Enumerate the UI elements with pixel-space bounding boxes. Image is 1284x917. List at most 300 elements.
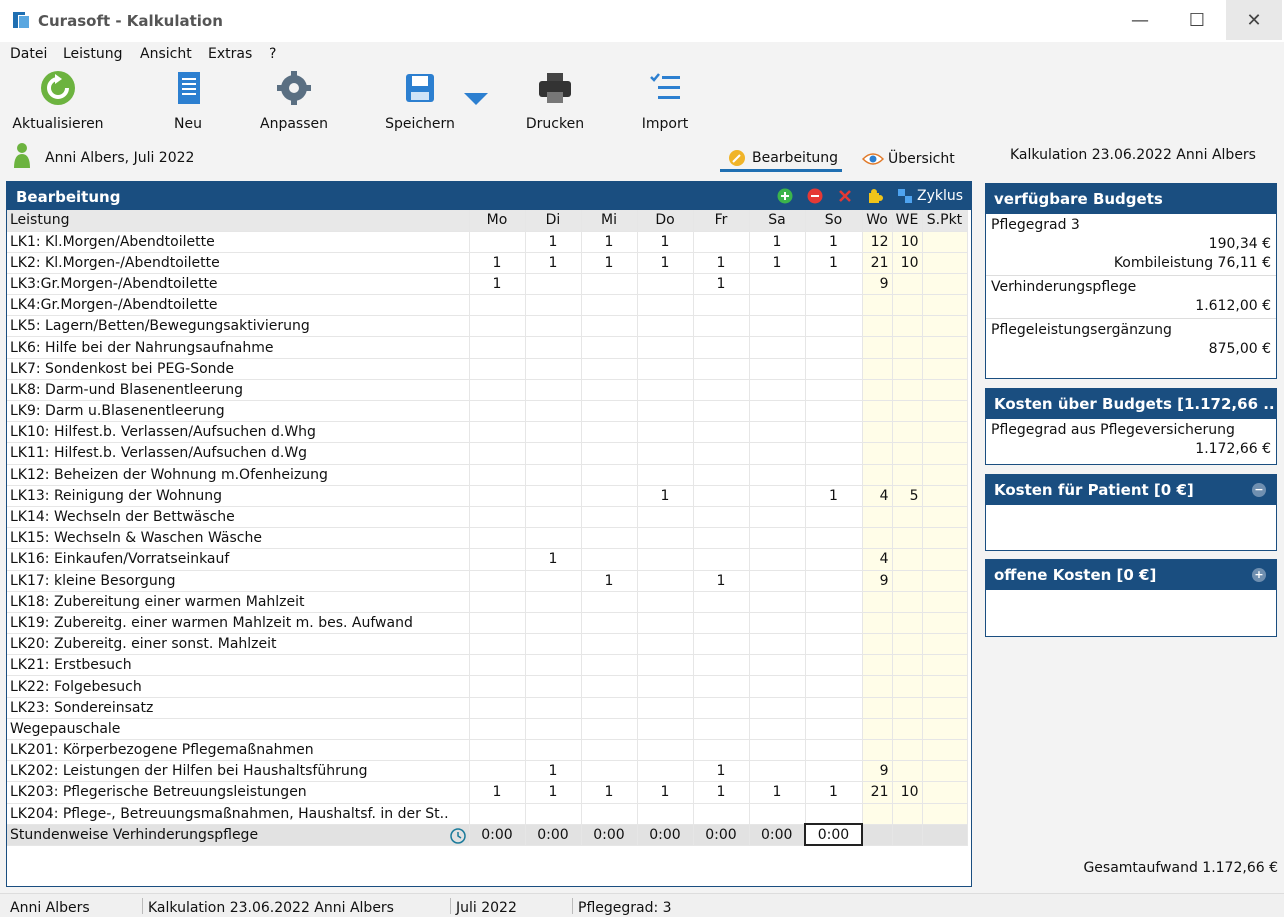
value-cell[interactable] (525, 443, 581, 464)
value-cell[interactable] (892, 443, 922, 464)
col-header[interactable]: Di (525, 210, 581, 231)
value-cell[interactable] (922, 401, 967, 422)
leistung-cell[interactable]: LK4:Gr.Morgen-/Abendtoilette (7, 295, 469, 316)
col-header[interactable]: Mi (581, 210, 637, 231)
leistung-cell[interactable]: LK2: Kl.Morgen-/Abendtoilette (7, 252, 469, 273)
value-cell[interactable]: 1 (525, 782, 581, 803)
leistung-cell[interactable]: LK8: Darm-und Blasenentleerung (7, 379, 469, 400)
value-cell[interactable] (749, 549, 805, 570)
col-header[interactable]: Fr (693, 210, 749, 231)
value-cell[interactable] (749, 612, 805, 633)
value-cell[interactable] (693, 379, 749, 400)
value-cell[interactable] (862, 634, 892, 655)
value-cell[interactable] (922, 422, 967, 443)
value-cell[interactable] (637, 295, 693, 316)
value-cell[interactable] (749, 358, 805, 379)
value-cell[interactable] (581, 528, 637, 549)
value-cell[interactable] (805, 740, 862, 761)
value-cell[interactable] (525, 570, 581, 591)
table-row[interactable] (7, 401, 967, 422)
value-cell[interactable] (581, 358, 637, 379)
leistung-cell[interactable]: LK9: Darm u.Blasenentleerung (7, 401, 469, 422)
value-cell[interactable] (637, 316, 693, 337)
value-cell[interactable] (892, 464, 922, 485)
value-cell[interactable] (581, 316, 637, 337)
value-cell[interactable] (525, 379, 581, 400)
value-cell[interactable]: 1 (469, 782, 525, 803)
value-cell[interactable] (892, 676, 922, 697)
value-cell[interactable] (525, 401, 581, 422)
value-cell[interactable] (892, 528, 922, 549)
value-cell[interactable] (892, 316, 922, 337)
value-cell[interactable] (749, 422, 805, 443)
value-cell[interactable] (749, 295, 805, 316)
value-cell[interactable]: 21 (862, 252, 892, 273)
value-cell[interactable] (749, 655, 805, 676)
value-cell[interactable] (581, 379, 637, 400)
value-cell[interactable] (862, 401, 892, 422)
value-cell[interactable]: 1 (637, 782, 693, 803)
value-cell[interactable] (693, 718, 749, 739)
value-cell[interactable] (469, 358, 525, 379)
value-cell[interactable] (892, 422, 922, 443)
value-cell[interactable] (922, 252, 967, 273)
value-cell[interactable] (469, 231, 525, 252)
value-cell[interactable] (469, 718, 525, 739)
value-cell[interactable] (862, 379, 892, 400)
delete-icon[interactable] (837, 188, 853, 204)
value-cell[interactable] (693, 422, 749, 443)
value-cell[interactable]: 9 (862, 273, 892, 294)
value-cell[interactable] (693, 740, 749, 761)
value-cell[interactable] (892, 634, 922, 655)
value-cell[interactable] (892, 803, 922, 824)
value-cell[interactable] (693, 358, 749, 379)
value-cell[interactable] (693, 443, 749, 464)
value-cell[interactable] (581, 655, 637, 676)
value-cell[interactable]: 1 (525, 252, 581, 273)
value-cell[interactable] (525, 528, 581, 549)
value-cell[interactable] (525, 718, 581, 739)
table-row[interactable] (7, 612, 967, 633)
value-cell[interactable] (922, 528, 967, 549)
value-cell[interactable]: 1 (581, 231, 637, 252)
leistung-cell[interactable]: LK12: Beheizen der Wohnung m.Ofenheizung (7, 464, 469, 485)
puzzle-icon[interactable] (867, 188, 883, 204)
value-cell[interactable]: 1 (581, 570, 637, 591)
value-cell[interactable] (581, 485, 637, 506)
value-cell[interactable] (581, 803, 637, 824)
value-cell[interactable] (469, 803, 525, 824)
value-cell[interactable] (637, 634, 693, 655)
value-cell[interactable] (749, 803, 805, 824)
value-cell[interactable] (805, 506, 862, 527)
value-cell[interactable] (693, 337, 749, 358)
value-cell[interactable]: 1 (525, 549, 581, 570)
value-cell[interactable] (525, 316, 581, 337)
table-row[interactable] (7, 697, 967, 718)
value-cell[interactable] (862, 316, 892, 337)
leistung-cell[interactable]: LK202: Leistungen der Hilfen bei Haushaltsführung (7, 761, 469, 782)
value-cell[interactable]: 4 (862, 485, 892, 506)
value-cell[interactable] (862, 337, 892, 358)
value-cell[interactable] (862, 740, 892, 761)
value-cell[interactable]: 12 (862, 231, 892, 252)
leistung-cell[interactable]: LK15: Wechseln & Waschen Wäsche (7, 528, 469, 549)
value-cell[interactable] (805, 401, 862, 422)
clock-icon[interactable] (450, 828, 466, 844)
value-cell[interactable] (749, 464, 805, 485)
table-row[interactable] (7, 422, 967, 443)
value-cell[interactable] (749, 316, 805, 337)
value-cell[interactable]: 1 (749, 782, 805, 803)
leistung-cell[interactable]: LK13: Reinigung der Wohnung (7, 485, 469, 506)
value-cell[interactable]: 1 (581, 252, 637, 273)
value-cell[interactable] (922, 634, 967, 655)
value-cell[interactable] (581, 761, 637, 782)
table-row[interactable] (7, 655, 967, 676)
value-cell[interactable]: 10 (892, 782, 922, 803)
new-button[interactable] (160, 68, 216, 138)
value-cell[interactable]: 21 (862, 782, 892, 803)
value-cell[interactable] (922, 443, 967, 464)
table-row[interactable] (7, 528, 967, 549)
table-row[interactable] (7, 549, 967, 570)
value-cell[interactable] (749, 697, 805, 718)
table-row[interactable] (7, 379, 967, 400)
menu-extras[interactable]: Extras (208, 46, 253, 62)
value-cell[interactable] (862, 464, 892, 485)
value-cell[interactable]: 1 (637, 252, 693, 273)
value-cell[interactable] (805, 655, 862, 676)
col-header[interactable]: Mo (469, 210, 525, 231)
menu-ansicht[interactable]: Ansicht (140, 46, 192, 62)
value-cell[interactable] (749, 337, 805, 358)
value-cell[interactable] (922, 740, 967, 761)
collapse-icon[interactable]: − (1252, 483, 1266, 497)
import-button[interactable] (636, 68, 694, 138)
value-cell[interactable] (581, 697, 637, 718)
value-cell[interactable] (805, 612, 862, 633)
value-cell[interactable] (922, 697, 967, 718)
leistung-cell[interactable]: LK5: Lagern/Betten/Bewegungsaktivierung (7, 316, 469, 337)
value-cell[interactable] (805, 761, 862, 782)
value-cell[interactable]: 1 (805, 485, 862, 506)
value-cell[interactable] (892, 761, 922, 782)
table-row[interactable] (7, 718, 967, 739)
value-cell[interactable] (749, 401, 805, 422)
value-cell[interactable] (469, 634, 525, 655)
value-cell[interactable]: 1 (525, 231, 581, 252)
value-cell[interactable]: 5 (892, 485, 922, 506)
value-cell[interactable] (749, 634, 805, 655)
value-cell[interactable] (525, 273, 581, 294)
value-cell[interactable]: 1 (693, 273, 749, 294)
value-cell[interactable] (693, 506, 749, 527)
value-cell[interactable] (922, 316, 967, 337)
table-row[interactable] (7, 337, 967, 358)
col-header[interactable]: S.Pkt (922, 210, 967, 231)
value-cell[interactable]: 1 (693, 570, 749, 591)
col-header[interactable]: Do (637, 210, 693, 231)
value-cell[interactable] (469, 761, 525, 782)
value-cell[interactable] (581, 676, 637, 697)
value-cell[interactable]: 1 (805, 252, 862, 273)
col-header[interactable]: WE (892, 210, 922, 231)
value-cell[interactable]: 10 (892, 231, 922, 252)
close-button[interactable]: ✕ (1226, 0, 1282, 40)
value-cell[interactable] (469, 528, 525, 549)
leistung-cell[interactable]: LK10: Hilfest.b. Verlassen/Aufsuchen d.Whg (7, 422, 469, 443)
customize-button[interactable] (252, 68, 336, 138)
leistung-cell[interactable]: LK203: Pflegerische Betreuungsleistungen (7, 782, 469, 803)
value-cell[interactable] (805, 634, 862, 655)
value-cell[interactable] (922, 295, 967, 316)
value-cell[interactable] (892, 401, 922, 422)
value-cell[interactable]: 10 (892, 252, 922, 273)
value-cell[interactable] (693, 549, 749, 570)
save-button[interactable] (380, 68, 460, 138)
value-cell[interactable] (469, 570, 525, 591)
value-cell[interactable] (637, 570, 693, 591)
value-cell[interactable]: 1 (525, 761, 581, 782)
value-cell[interactable] (749, 379, 805, 400)
value-cell[interactable]: 1 (637, 231, 693, 252)
value-cell[interactable] (637, 401, 693, 422)
value-cell[interactable] (922, 782, 967, 803)
value-cell[interactable] (749, 485, 805, 506)
value-cell[interactable] (581, 464, 637, 485)
value-cell[interactable] (749, 506, 805, 527)
value-cell[interactable] (805, 337, 862, 358)
value-cell[interactable] (693, 231, 749, 252)
leistung-cell[interactable]: LK1: Kl.Morgen/Abendtoilette (7, 231, 469, 252)
value-cell[interactable] (469, 295, 525, 316)
value-cell[interactable] (525, 591, 581, 612)
value-cell[interactable] (805, 273, 862, 294)
add-icon[interactable] (777, 188, 793, 204)
value-cell[interactable] (581, 401, 637, 422)
value-cell[interactable] (525, 740, 581, 761)
leistung-cell[interactable]: LK21: Erstbesuch (7, 655, 469, 676)
value-cell[interactable] (805, 379, 862, 400)
value-cell[interactable] (637, 612, 693, 633)
value-cell[interactable] (922, 485, 967, 506)
value-cell[interactable] (805, 464, 862, 485)
time-cell[interactable]: 0:00 (525, 824, 581, 845)
table-row[interactable] (7, 443, 967, 464)
value-cell[interactable] (805, 443, 862, 464)
value-cell[interactable] (892, 295, 922, 316)
value-cell[interactable] (525, 464, 581, 485)
value-cell[interactable] (693, 591, 749, 612)
remove-icon[interactable] (807, 188, 823, 204)
value-cell[interactable] (805, 591, 862, 612)
value-cell[interactable] (693, 295, 749, 316)
leistung-cell[interactable]: LK23: Sondereinsatz (7, 697, 469, 718)
leistung-cell[interactable]: LK201: Körperbezogene Pflegemaßnahmen (7, 740, 469, 761)
value-cell[interactable] (525, 422, 581, 443)
value-cell[interactable] (922, 718, 967, 739)
table-row[interactable] (7, 634, 967, 655)
value-cell[interactable] (862, 295, 892, 316)
value-cell[interactable] (637, 443, 693, 464)
value-cell[interactable] (637, 464, 693, 485)
value-cell[interactable] (749, 528, 805, 549)
value-cell[interactable] (637, 655, 693, 676)
value-cell[interactable] (525, 485, 581, 506)
value-cell[interactable] (892, 506, 922, 527)
value-cell[interactable] (892, 697, 922, 718)
value-cell[interactable] (581, 337, 637, 358)
value-cell[interactable] (581, 273, 637, 294)
value-cell[interactable] (922, 655, 967, 676)
time-cell[interactable]: 0:00 (805, 824, 862, 845)
value-cell[interactable] (892, 740, 922, 761)
value-cell[interactable] (525, 295, 581, 316)
value-cell[interactable] (922, 549, 967, 570)
value-cell[interactable] (805, 697, 862, 718)
value-cell[interactable] (892, 655, 922, 676)
leistung-cell[interactable]: LK22: Folgebesuch (7, 676, 469, 697)
value-cell[interactable]: 1 (581, 782, 637, 803)
value-cell[interactable] (862, 676, 892, 697)
value-cell[interactable] (525, 803, 581, 824)
menu-leistung[interactable]: Leistung (63, 46, 123, 62)
value-cell[interactable] (581, 591, 637, 612)
value-cell[interactable]: 1 (693, 252, 749, 273)
value-cell[interactable] (693, 464, 749, 485)
minimize-button[interactable]: — (1131, 9, 1149, 31)
value-cell[interactable] (749, 676, 805, 697)
value-cell[interactable] (469, 655, 525, 676)
value-cell[interactable] (749, 443, 805, 464)
leistung-cell[interactable]: LK7: Sondenkost bei PEG-Sonde (7, 358, 469, 379)
value-cell[interactable] (922, 761, 967, 782)
value-cell[interactable]: 1 (805, 782, 862, 803)
value-cell[interactable] (862, 655, 892, 676)
value-cell[interactable] (469, 591, 525, 612)
value-cell[interactable] (922, 273, 967, 294)
table-row[interactable] (7, 316, 967, 337)
value-cell[interactable] (892, 549, 922, 570)
value-cell[interactable] (749, 570, 805, 591)
value-cell[interactable] (693, 697, 749, 718)
value-cell[interactable] (862, 803, 892, 824)
value-cell[interactable] (892, 337, 922, 358)
value-cell[interactable] (637, 273, 693, 294)
value-cell[interactable] (637, 591, 693, 612)
value-cell[interactable] (922, 506, 967, 527)
menu-help[interactable]: ? (269, 46, 277, 62)
zyklus-label[interactable]: Zyklus (917, 188, 964, 204)
value-cell[interactable] (805, 316, 862, 337)
value-cell[interactable] (581, 634, 637, 655)
value-cell[interactable] (922, 379, 967, 400)
refresh-button[interactable] (8, 68, 108, 138)
value-cell[interactable] (637, 718, 693, 739)
leistung-cell[interactable]: LK16: Einkaufen/Vorratseinkauf (7, 549, 469, 570)
stunden-row[interactable] (7, 824, 967, 845)
value-cell[interactable] (922, 612, 967, 633)
table-row[interactable] (7, 761, 967, 782)
leistung-cell[interactable]: LK18: Zubereitung einer warmen Mahlzeit (7, 591, 469, 612)
value-cell[interactable] (862, 443, 892, 464)
value-cell[interactable] (525, 634, 581, 655)
value-cell[interactable] (805, 549, 862, 570)
value-cell[interactable] (922, 570, 967, 591)
table-row[interactable] (7, 464, 967, 485)
value-cell[interactable] (892, 591, 922, 612)
time-cell[interactable] (862, 824, 892, 845)
value-cell[interactable]: 9 (862, 761, 892, 782)
value-cell[interactable] (805, 718, 862, 739)
value-cell[interactable] (892, 718, 922, 739)
value-cell[interactable] (525, 697, 581, 718)
value-cell[interactable] (693, 612, 749, 633)
time-cell[interactable]: 0:00 (749, 824, 805, 845)
value-cell[interactable] (805, 803, 862, 824)
value-cell[interactable] (581, 740, 637, 761)
value-cell[interactable] (693, 655, 749, 676)
value-cell[interactable] (637, 761, 693, 782)
value-cell[interactable]: 1 (693, 761, 749, 782)
value-cell[interactable] (469, 549, 525, 570)
table-row[interactable] (7, 358, 967, 379)
cycle-icon[interactable] (897, 188, 913, 204)
value-cell[interactable] (637, 528, 693, 549)
value-cell[interactable] (922, 676, 967, 697)
value-cell[interactable] (469, 379, 525, 400)
table-row[interactable] (7, 252, 967, 273)
value-cell[interactable] (862, 718, 892, 739)
value-cell[interactable] (637, 379, 693, 400)
tab-bearbeitung[interactable] (720, 146, 842, 172)
value-cell[interactable] (693, 316, 749, 337)
value-cell[interactable] (581, 506, 637, 527)
menu-datei[interactable]: Datei (10, 46, 48, 62)
value-cell[interactable] (525, 506, 581, 527)
value-cell[interactable] (693, 676, 749, 697)
table-row[interactable] (7, 782, 967, 803)
col-header[interactable]: Leistung (7, 210, 469, 231)
table-row[interactable] (7, 740, 967, 761)
value-cell[interactable] (469, 316, 525, 337)
value-cell[interactable] (637, 803, 693, 824)
value-cell[interactable] (749, 591, 805, 612)
time-cell[interactable] (922, 824, 967, 845)
value-cell[interactable]: 1 (749, 252, 805, 273)
value-cell[interactable] (637, 337, 693, 358)
value-cell[interactable]: 4 (862, 549, 892, 570)
value-cell[interactable] (469, 422, 525, 443)
value-cell[interactable] (862, 528, 892, 549)
time-cell[interactable]: 0:00 (637, 824, 693, 845)
value-cell[interactable] (749, 740, 805, 761)
value-cell[interactable] (892, 570, 922, 591)
leistung-cell[interactable]: LK6: Hilfe bei der Nahrungsaufnahme (7, 337, 469, 358)
value-cell[interactable] (749, 718, 805, 739)
value-cell[interactable] (469, 464, 525, 485)
table-row[interactable] (7, 570, 967, 591)
value-cell[interactable] (862, 422, 892, 443)
leistung-cell[interactable]: LK20: Zubereitg. einer sonst. Mahlzeit (7, 634, 469, 655)
value-cell[interactable] (805, 358, 862, 379)
value-cell[interactable] (892, 358, 922, 379)
leistung-cell[interactable]: LK3:Gr.Morgen-/Abendtoilette (7, 273, 469, 294)
col-header[interactable]: So (805, 210, 862, 231)
value-cell[interactable]: 1 (469, 252, 525, 273)
